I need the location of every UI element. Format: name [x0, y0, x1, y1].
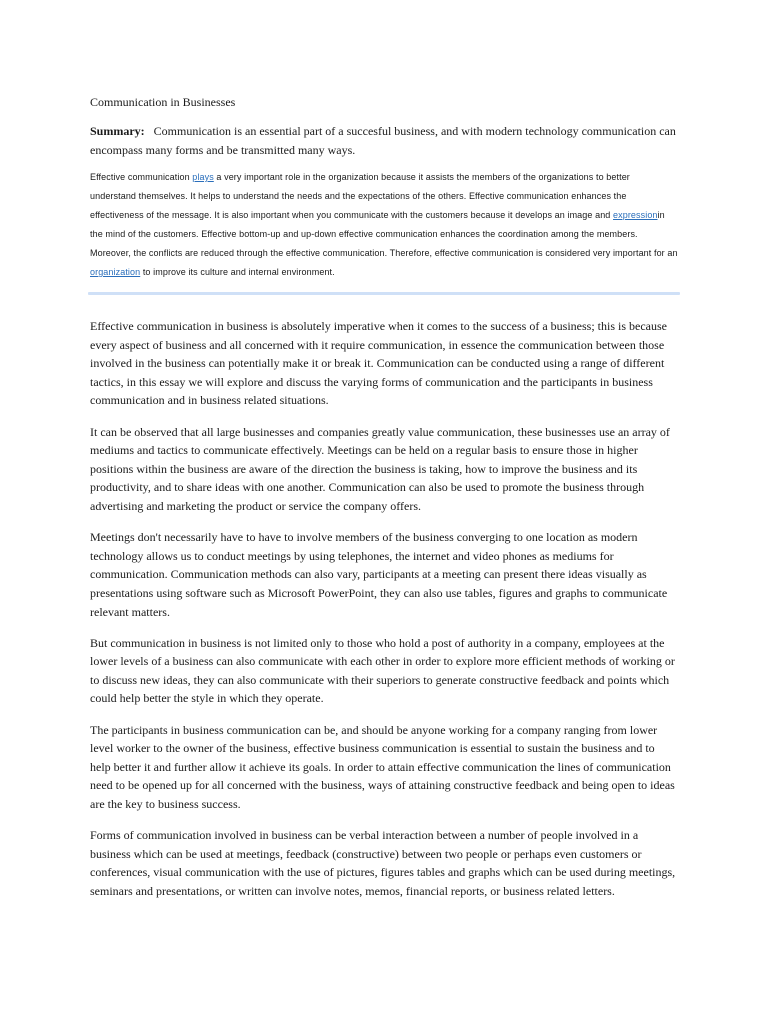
intro-text-3: in the mind of the customers. Effective bottom-up and up-down effective communication enhances the coordination among the members. Moreover, the conflicts are reduced through the effective communication. Therefore, effective communication is considered very important for an	[90, 210, 678, 258]
summary	[90, 122, 678, 160]
intro-text-2: a very important role in the organization because it assists the members of the organizations to better understand themselves. It helps to understand the needs and the expectations of the others. Effective communication enhances the effectiveness of the message. It is also important when you communicate with the customers because it develops an image and	[90, 172, 630, 220]
body-paragraph-6: Forms of communication involved in business can be verbal interaction between a number of people involved in a business which can be used at meetings, feedback (constructive) between two people or perhaps even customers or conferences, visual communication with the use of pictures, figures tables and graphs which can be used during meetings, seminars and presentations, or written can involve notes, memos, financial reports, or business related letters.	[90, 828, 676, 898]
summary-label: Summary:	[90, 124, 145, 138]
body-paragraph-3: Meetings don't necessarily have to have to involve members of the business converging to one location as modern technology allows us to conduct meetings by using telephones, the internet and video phones as mediums for communication. Communication methods can also vary, participants at a meeting can present there ideas visually as presentations using software such as Microsoft PowerPoint, they can also use tables, figures and graphs to communicate relevant matters.	[90, 530, 668, 619]
link-organization[interactable]: organization	[90, 267, 141, 277]
section-divider	[88, 292, 680, 295]
link-plays[interactable]: plays	[192, 172, 214, 182]
link-expression[interactable]: expression	[613, 210, 658, 220]
body-paragraph-5: The participants in business communication can be, and should be anyone working for a company ranging from lower level worker to the owner of the business, effective business communication is essential to sustain the business and to help better it and further allow it achieve its goals. In order to attain effective communication the lines of communication need to be opened up for all concerned with the business, ways of attaining constructive feedback and being open to ideas are the key to business success.	[90, 722, 675, 812]
summary-text: Communication is an essential part of a succesful business, and with modern technology communication can encompass many forms and be transmitted many ways.	[90, 124, 676, 157]
body-paragraph-4: But communication in business is not limited only to those who hold a post of authority in a company, employees at the lower levels of a business can also communicate with each other in order to explore more efficient methods of working or to discuss new ideas, they can also communicate with their superiors to generate constructive feedback and points which could help better the style in which they operate.	[90, 635, 675, 706]
document-title: Communication in Businesses	[90, 95, 236, 109]
intro-text-1: Effective communication	[90, 172, 193, 182]
intro-paragraph	[90, 168, 678, 286]
body-paragraph-1: Effective communication in business is absolutely imperative when it comes to the success of a business; this is because every aspect of business and all concerned with it require communication, in essence the communication between those involved in the business can potentially make it or break it. Communication can be conducted using a range of different tactics, in this essay we will explore and discuss the varying forms of communication and the participants in business communication and in business related situations.	[90, 319, 667, 408]
intro-text-4: to improve its culture and internal environment.	[140, 267, 335, 277]
body-paragraph-2: It can be observed that all large businesses and companies greatly value communication, these businesses use an array of mediums and tactics to communicate effectively. Meetings can be held on a regular basis to ensure those in higher positions within the business are aware of the direction the business is taking, how to improve the business and its productivity, and to share ideas with one another. Communication can also be used to promote the business through advertising and marketing the product or service the company offers.	[90, 424, 670, 513]
